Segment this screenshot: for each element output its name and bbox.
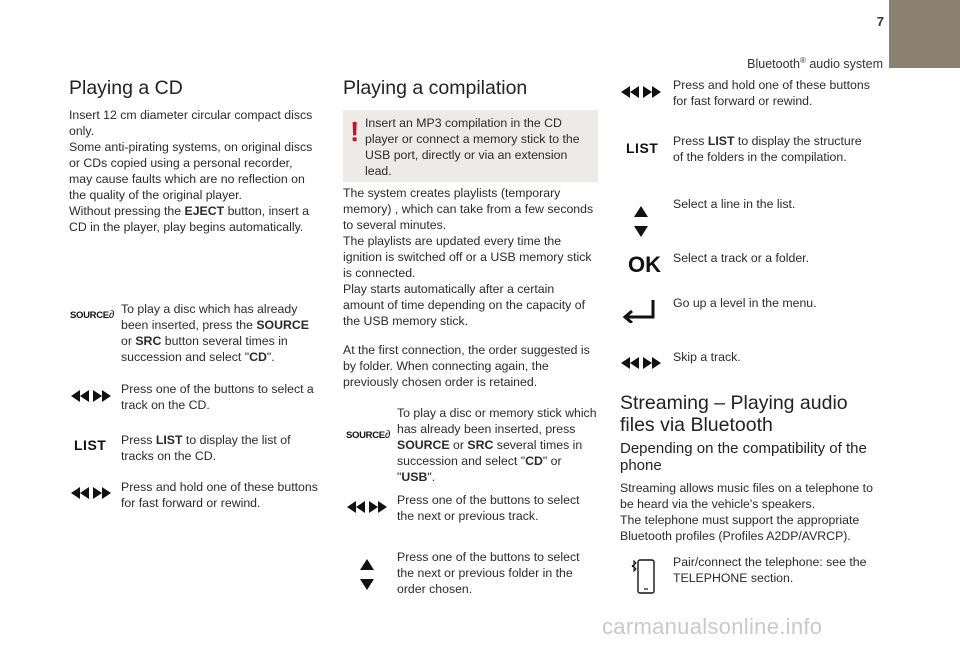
page-tab (889, 0, 960, 68)
col3-row-select-track: Select a track or a folder. (673, 251, 810, 265)
up-down-icon (359, 558, 375, 592)
col1-row-fast-forward: Press and hold one of these buttons for fast forward or rewind. (121, 480, 318, 510)
warning-text: Insert an MP3 compilation in the CD player or connect a memory stick to the USB port, directly or via an extension lead. (365, 116, 580, 178)
col3-row-fast-forward: Press and hold one of these buttons for fast forward or rewind. (673, 78, 870, 108)
col3-body: Streaming allows music files on a telephone to be heard via the vehicle's speakers. The telephone must support the appropriate Bluetooth profiles (Profiles A2DP/AVRCP). (620, 481, 873, 543)
watermark: carmanualsonline.info (602, 614, 823, 639)
warning-box (343, 110, 598, 182)
section-header: Bluetooth® audio system (747, 56, 883, 72)
col3-row-up-level: Go up a level in the menu. (673, 296, 817, 310)
phone-bluetooth-icon (631, 558, 657, 596)
fast-forward-rewind-icon (70, 486, 112, 500)
heading-playing-compilation: Playing a compilation (343, 77, 528, 99)
col1-row-list: Press LIST to display the list of tracks on the CD. (121, 433, 291, 463)
warning-icon: ! (350, 116, 360, 147)
col3-row-select-line: Select a line in the list. (673, 197, 796, 211)
source-button-icon: SOURCE∂ (70, 309, 114, 321)
col3-row-skip-track: Skip a track. (673, 350, 741, 364)
prev-next-icon (70, 389, 112, 403)
skip-track-icon (620, 356, 662, 370)
up-down-icon (633, 205, 649, 239)
page-number: 7 (876, 14, 884, 29)
col2-row-select-track: Press one of the buttons to select the next or previous track. (397, 493, 580, 523)
col3-row-list: Press LIST to display the structure of the folders in the compilation. (673, 134, 862, 164)
col1-row-source: To play a disc which has already been inserted, press the SOURCE or SRC button several times in succession and select "CD". (121, 302, 309, 364)
source-button-icon: SOURCE∂ (346, 429, 390, 441)
col1-intro: Insert 12 cm diameter circular compact discs only. Some anti-pirating systems, on original discs or CDs copied using a personal recorder, may cause faults which are no reflection on the quality of the original player. Without pressing the EJECT button, insert a CD in the player, play begins automatically. (69, 108, 313, 234)
heading-streaming: Streaming – Playing audio files via Bluetooth (620, 392, 848, 436)
heading-playing-cd: Playing a CD (69, 77, 183, 99)
list-button-icon: LIST (626, 140, 659, 156)
ok-button-icon: OK (628, 252, 661, 277)
back-return-icon (622, 297, 658, 323)
subheading-phone-compatibility: Depending on the compatibility of the phone (620, 440, 867, 474)
col3-row-pair-phone: Pair/connect the telephone: see the TELEPHONE section. (673, 555, 867, 585)
col2-body: The system creates playlists (temporary memory) , which can take from a few seconds to several minutes. The playlists are updated every time the ignition is switched off or a USB memory stick is connected. Play starts automatically after a certain amount of time depending on the capacity of the USB memory stick. At the first connection, the order suggested is by folder. When connecting again, the previously chosen order is retained. (343, 186, 594, 389)
col2-row-select-folder: Press one of the buttons to select the next or previous folder in the order chosen. (397, 550, 580, 596)
list-button-icon: LIST (74, 437, 107, 453)
fast-forward-rewind-icon (620, 85, 662, 99)
col1-row-select-track: Press one of the buttons to select a track on the CD. (121, 382, 314, 412)
prev-next-icon (346, 500, 388, 514)
col2-row-source: To play a disc or memory stick which has already been inserted, press SOURCE or SRC several times in succession and select "CD" or "USB". (397, 406, 597, 484)
